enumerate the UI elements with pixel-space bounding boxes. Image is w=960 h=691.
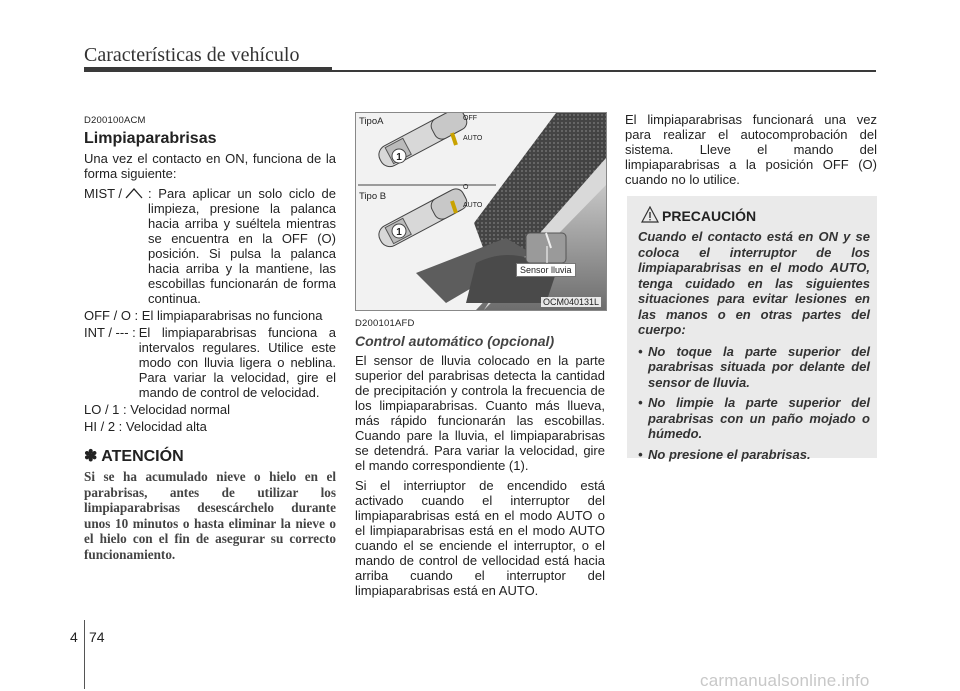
attention-body: Si se ha acumulado nieve o hielo en el parabrisas, antes de utilizar los limpiaparabrisas desescárchelo durante unos 10 minutos o hasta eliminar la nieve o el hielo con el fin de asegurar su correcto funcionamiento. (84, 469, 336, 562)
header-rule (332, 70, 876, 72)
caution-bullet: • No presione el parabrisas. (638, 446, 811, 462)
wiper-illustration (356, 113, 606, 310)
section-code: D200100ACM (84, 115, 146, 126)
auto-section-heading: Control automático (opcional) (355, 333, 555, 349)
figure-code: OCM040131L (543, 297, 600, 307)
svg-text:1: 1 (396, 227, 402, 238)
type-b-label: Tipo B (359, 191, 387, 202)
caution-intro: Cuando el contacto está en ON y se coloca el interruptor de los limpiaparabrisas en el modo AUTO, tenga cuidado en las siguientes situaciones para evitar lesiones en las manos o en otras partes del cuerpo: (638, 229, 870, 337)
svg-text:1: 1 (396, 152, 402, 163)
section-heading: Limpiaparabrisas (84, 130, 217, 147)
mist-item (84, 186, 336, 306)
caution-title: PRECAUCIÓN (662, 208, 757, 224)
auto-section-code: D200101AFD (355, 318, 415, 329)
hi-item: HI / 2 : Velocidad alta (84, 419, 207, 434)
header-bar (84, 67, 332, 72)
int-description: El limpiaparabrisas funciona a intervalos regulares. Utilice este modo con lluvia ligera o neblina. Para variar la velocidad, gire el mando de control de velocidad. (138, 325, 336, 400)
right-column (625, 112, 877, 192)
middle-column (355, 316, 605, 603)
auto-label-a: AUTO (463, 135, 483, 142)
auto-label-b: AUTO (463, 202, 483, 209)
off-item: OFF / O : El limpiaparabrisas no funciona (84, 308, 323, 323)
wiper-figure (355, 112, 607, 311)
off-label: OFF (463, 115, 477, 122)
mist-symbol-icon (124, 187, 144, 199)
caution-bullet: • No toque la parte superior del parabrisas situada por delante del sensor de lluvia. (638, 343, 870, 390)
auto-paragraph-2: Si el interriuptor de encendido está activado cuando el interruptor del limpiaparabrisas está en el modo AUTO o el limpiaparabrisas está en el modo AUTO cuando el se enciende el interruptor, o el mando de control de vellocidad está hacia arriba cuando el interruptor del limpiaparabrisas está en AUTO. (355, 478, 605, 598)
left-column (84, 113, 336, 562)
type-a-label: TipoA (359, 116, 384, 127)
footer-divider (84, 620, 85, 689)
page-header-title: Características de vehículo (84, 44, 300, 66)
int-key: INT / --- : (84, 325, 136, 340)
page-number: 74 (89, 629, 105, 645)
self-check-paragraph: El limpiaparabrisas funcionará una vez para realizar el autocomprobación del sistema. Lleve el mando del limpiaparabrisas a la posición OFF (O) cuando no lo utilice. (625, 112, 877, 187)
auto-paragraph-1: El sensor de lluvia colocado en la parte superior del parabrisas detecta la cantidad de precipitación y controla la frecuencia de los limpiaparabrisas. Cuanto más llueva, más rápido funcionarán las escobillas. Cuando pare la lluvia, el limpiaparabrisas se detendrá. Para variar la velocidad, gire el mando correspondiente (1). (355, 353, 605, 473)
int-item (84, 325, 336, 400)
mist-description: : Para aplicar un solo ciclo de limpieza, presione la palanca hacia arriba y suéltela mientras se encuentra en la OFF (O) posición. Si pulsa la palanca hacia arriba y la mantiene, las escobillas funcionarán de forma continua. (148, 186, 336, 306)
caution-body (638, 229, 870, 467)
caution-bullet: • No limpie la parte superior del parabrisas con un paño mojado o húmedo. (638, 395, 870, 441)
mist-key: MIST / (84, 186, 148, 306)
warning-icon (641, 206, 659, 224)
o-label: O (463, 184, 469, 191)
rain-sensor-label: Sensor lluvia (516, 263, 576, 277)
section-number: 4 (70, 629, 78, 645)
watermark: carmanualsonline.info (700, 671, 870, 690)
intro-text: Una vez el contacto en ON, funciona de la forma siguiente: (84, 151, 336, 181)
caution-box (627, 196, 877, 462)
lo-item: LO / 1 : Velocidad normal (84, 402, 230, 417)
attention-title: ✽ ATENCIÓN (84, 448, 184, 465)
